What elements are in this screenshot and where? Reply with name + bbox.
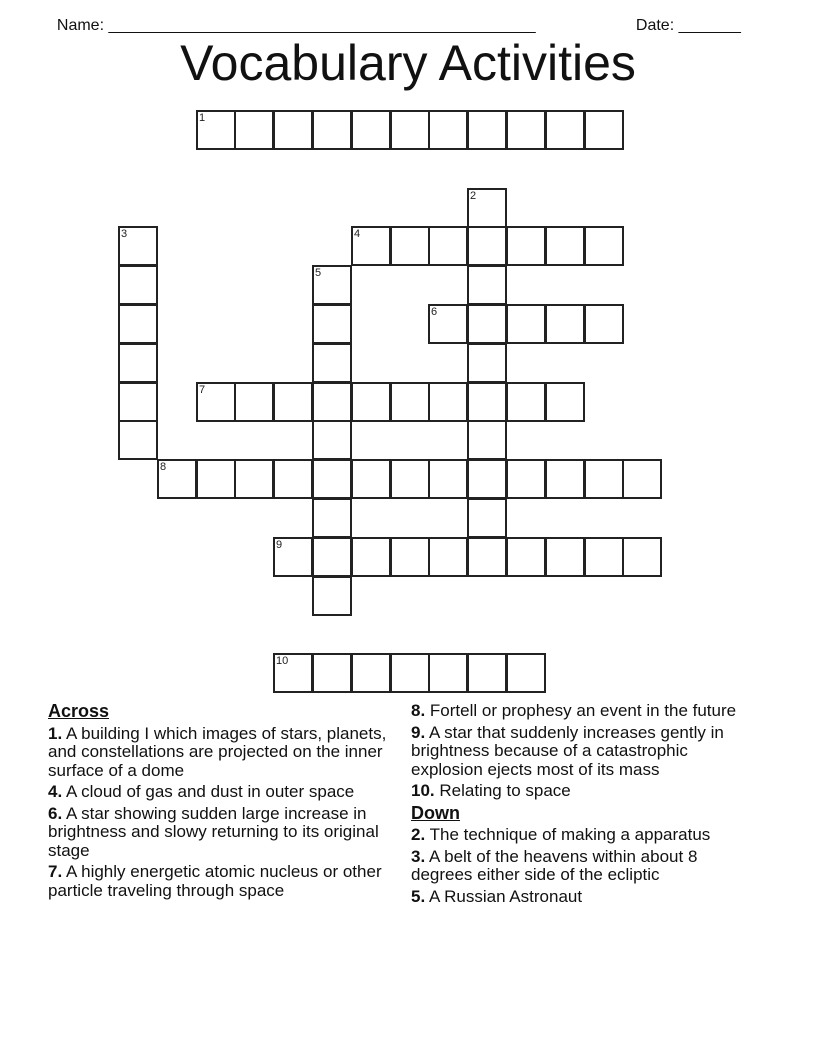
grid-cell[interactable]: [390, 226, 430, 266]
grid-cell[interactable]: [467, 304, 507, 344]
clue-item: [411, 848, 761, 885]
clue-number: 4.: [48, 782, 63, 801]
grid-cell[interactable]: [234, 110, 274, 150]
down-heading: Down: [411, 802, 460, 823]
grid-cell[interactable]: [118, 265, 158, 305]
grid-cell[interactable]: [118, 304, 158, 344]
grid-cell[interactable]: [118, 420, 158, 460]
grid-cell[interactable]: [584, 304, 624, 344]
clue-text: Fortell or prophesy an event in the future: [429, 701, 737, 720]
clue-text: A highly energetic atomic nucleus or other particle traveling through space: [48, 862, 382, 900]
clue-text: A belt of the heavens within about 8 degrees either side of the ecliptic: [411, 846, 698, 884]
clue-item: [411, 888, 761, 907]
clue-number: 3.: [411, 846, 426, 866]
grid-cell[interactable]: [351, 226, 391, 266]
grid-cell[interactable]: [234, 382, 274, 422]
grid-cell[interactable]: [273, 382, 313, 422]
grid-cell-number: 1: [199, 112, 206, 124]
grid-cell[interactable]: [545, 459, 585, 499]
grid-cell[interactable]: [390, 537, 430, 577]
grid-cell[interactable]: [273, 653, 313, 693]
grid-cell[interactable]: [428, 653, 468, 693]
grid-cell[interactable]: [545, 110, 585, 150]
clue-item: [411, 702, 761, 721]
grid-cell[interactable]: [428, 459, 468, 499]
grid-cell-number: 8: [160, 461, 167, 473]
grid-cell[interactable]: [312, 265, 352, 305]
grid-cell-number: 10: [276, 655, 289, 667]
grid-cell[interactable]: [351, 382, 391, 422]
across-clue-list: [48, 725, 410, 901]
clue-item: [411, 724, 761, 780]
clue-text: A building I which images of stars, planets, and constellations are projected on the inner surface of a dome: [48, 723, 387, 780]
name-label: Name:: [56, 17, 109, 34]
grid-cell-number: 5: [315, 267, 322, 279]
grid-cell[interactable]: [506, 537, 546, 577]
down-clue-list: [411, 826, 761, 906]
clue-text: Relating to space: [439, 781, 571, 800]
grid-cell[interactable]: [273, 110, 313, 150]
clue-number: 6.: [48, 803, 63, 823]
grid-cell[interactable]: [196, 382, 236, 422]
clue-number: 1.: [48, 723, 63, 743]
clue-number: 2.: [411, 825, 426, 844]
grid-cell[interactable]: [273, 537, 313, 577]
grid-cell[interactable]: [506, 226, 546, 266]
grid-cell[interactable]: [506, 653, 546, 693]
grid-cell[interactable]: [467, 188, 507, 228]
grid-cell[interactable]: [506, 304, 546, 344]
grid-cell[interactable]: [351, 110, 391, 150]
clues-right-column: [411, 702, 761, 909]
grid-cell[interactable]: [312, 382, 352, 422]
grid-cell[interactable]: [157, 459, 197, 499]
grid-cell[interactable]: [467, 420, 507, 460]
clue-text: A cloud of gas and dust in outer space: [65, 782, 355, 801]
across-heading: Across: [48, 701, 110, 721]
date-label: Date:: [635, 17, 679, 34]
grid-cell[interactable]: [351, 537, 391, 577]
grid-cell[interactable]: [390, 459, 430, 499]
clue-item: [48, 863, 410, 900]
clue-number: 10.: [411, 781, 435, 800]
grid-cell[interactable]: [467, 498, 507, 538]
grid-cell[interactable]: [506, 110, 546, 150]
grid-cell[interactable]: [545, 226, 585, 266]
grid-cell[interactable]: [196, 459, 236, 499]
grid-cell[interactable]: [273, 459, 313, 499]
grid-cell-number: 4: [354, 228, 361, 240]
grid-cell[interactable]: [351, 459, 391, 499]
grid-cell[interactable]: [351, 653, 391, 693]
grid-cell[interactable]: [118, 343, 158, 383]
clue-item: [48, 805, 410, 861]
grid-cell-number: 2: [470, 190, 477, 202]
grid-cell[interactable]: [545, 382, 585, 422]
clue-number: 7.: [48, 862, 63, 881]
clues-left-column: [48, 702, 410, 903]
grid-cell[interactable]: [467, 265, 507, 305]
grid-cell-number: 7: [199, 384, 206, 396]
clue-item: [411, 782, 761, 801]
grid-cell[interactable]: [584, 537, 624, 577]
grid-cell[interactable]: [467, 382, 507, 422]
clue-number: 5.: [411, 886, 426, 906]
grid-cell[interactable]: [312, 653, 352, 693]
clue-item: [48, 725, 410, 781]
clue-text: A star showing sudden large increase in brightness and slowy returning to its original stage: [48, 803, 379, 860]
clue-number: 8.: [411, 701, 426, 720]
grid-cell[interactable]: [234, 459, 274, 499]
page-title: Vocabulary Activities: [180, 35, 636, 91]
grid-cell[interactable]: [312, 459, 352, 499]
grid-cell[interactable]: [312, 343, 352, 383]
grid-cell[interactable]: [390, 653, 430, 693]
grid-cell[interactable]: [467, 537, 507, 577]
clue-item: [48, 783, 410, 802]
clue-text: The technique of making a apparatus: [429, 825, 711, 844]
grid-cell-number: 9: [276, 539, 283, 551]
grid-cell[interactable]: [312, 110, 352, 150]
grid-cell[interactable]: [428, 382, 468, 422]
clue-text: A Russian Astronaut: [428, 886, 583, 906]
grid-cell[interactable]: [312, 304, 352, 344]
grid-cell[interactable]: [545, 537, 585, 577]
grid-cell[interactable]: [428, 537, 468, 577]
grid-cell[interactable]: [467, 343, 507, 383]
name-line[interactable]: ________________________________________________: [108, 17, 536, 34]
grid-cell[interactable]: [312, 498, 352, 538]
grid-cell[interactable]: [428, 304, 468, 344]
grid-cell[interactable]: [467, 459, 507, 499]
grid-cell-number: 6: [431, 306, 438, 318]
grid-cell[interactable]: [118, 226, 158, 266]
grid-cell[interactable]: [584, 459, 624, 499]
date-line[interactable]: _______: [678, 17, 741, 34]
clue-number: 9.: [411, 722, 426, 742]
across-clue-list-continued: [411, 702, 761, 801]
grid-cell[interactable]: [622, 537, 662, 577]
grid-cell-number: 3: [121, 228, 128, 240]
clue-item: [411, 826, 761, 845]
grid-cell[interactable]: [428, 226, 468, 266]
grid-cell[interactable]: [312, 537, 352, 577]
grid-cell[interactable]: [467, 653, 507, 693]
grid-cell[interactable]: [506, 459, 546, 499]
grid-cell[interactable]: [196, 110, 236, 150]
grid-cell[interactable]: [428, 110, 468, 150]
grid-cell[interactable]: [118, 382, 158, 422]
grid-cell[interactable]: [467, 110, 507, 150]
clue-text: A star that suddenly increases gently in brightness because of a catastrophic explosion ejects most of its mass: [411, 722, 724, 779]
grid-cell[interactable]: [584, 110, 624, 150]
grid-cell[interactable]: [390, 382, 430, 422]
grid-cell[interactable]: [312, 420, 352, 460]
grid-cell[interactable]: [467, 226, 507, 266]
grid-cell[interactable]: [622, 459, 662, 499]
grid-cell[interactable]: [545, 304, 585, 344]
grid-cell[interactable]: [506, 382, 546, 422]
grid-cell[interactable]: [390, 110, 430, 150]
grid-cell[interactable]: [312, 576, 352, 616]
grid-cell[interactable]: [584, 226, 624, 266]
